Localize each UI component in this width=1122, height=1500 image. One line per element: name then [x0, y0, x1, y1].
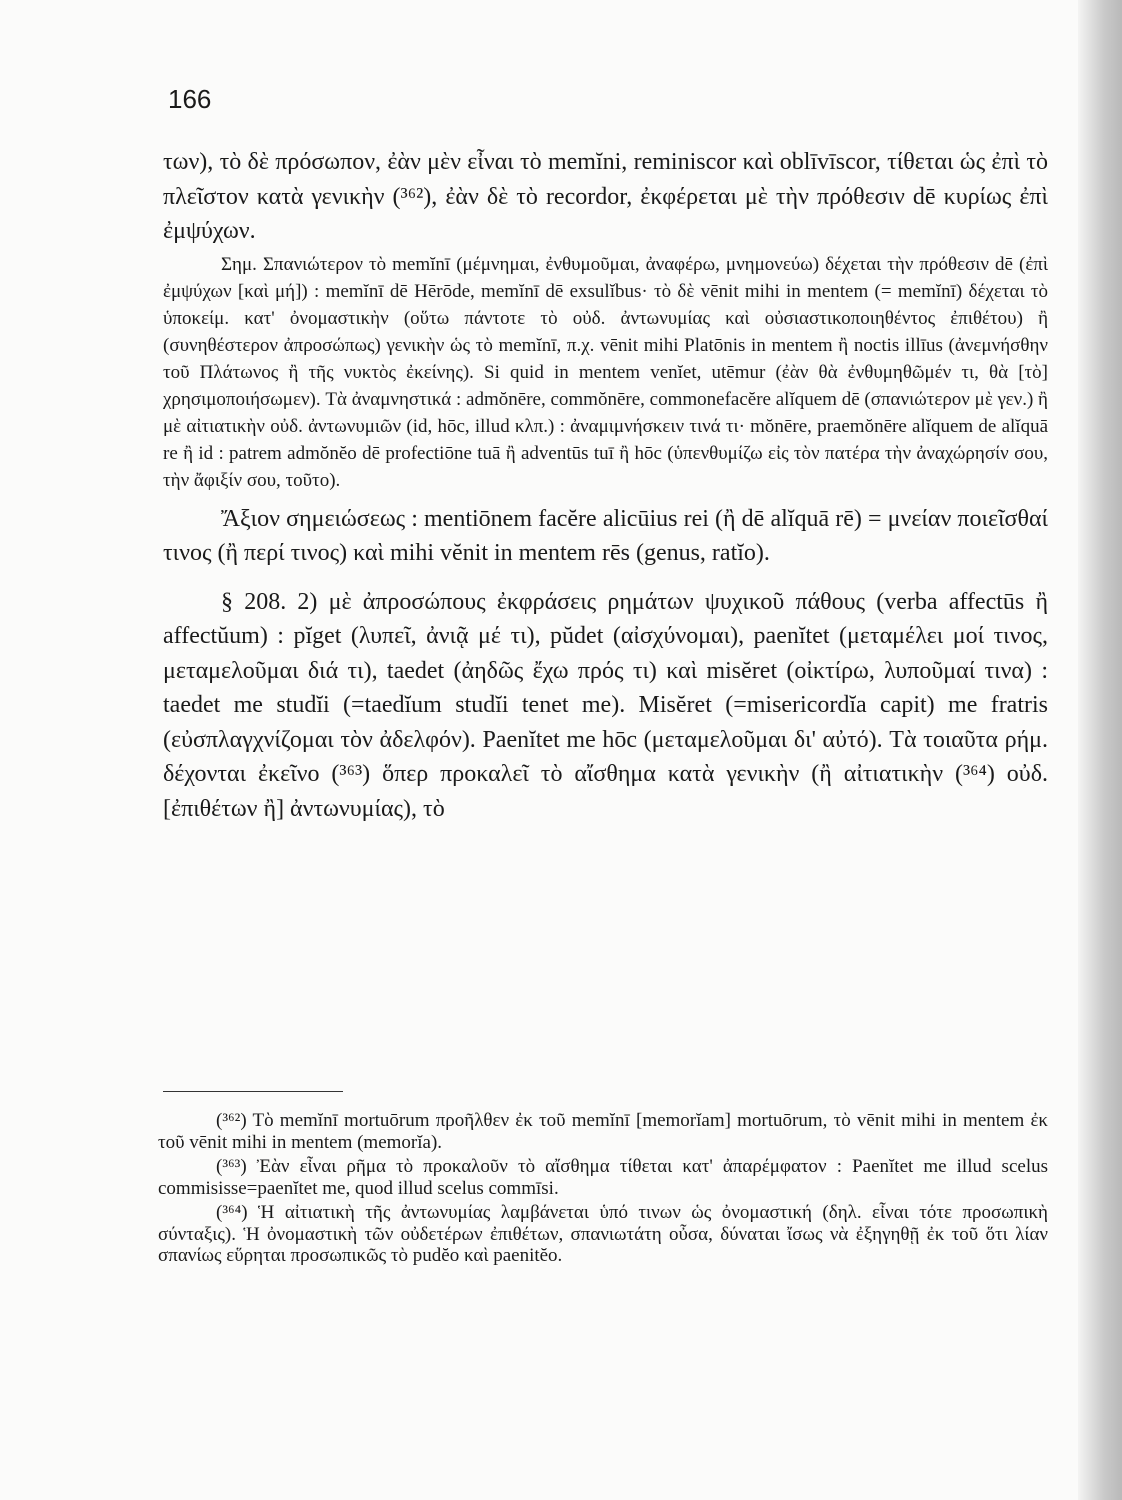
footnote-362: (³⁶²) Τὸ memĭnī mortuōrum προῆλθεν ἐκ τοῦ memĭnī [memorĭam] mortuōrum, τὸ vēnit mihi in mentem ἐκ τοῦ vēnit mihi in mentem (memorĭa). — [158, 1110, 1048, 1153]
page-number: 166 — [168, 84, 212, 114]
footnote-363: (³⁶³) Ἐὰν εἶναι ρῆμα τὸ προκαλοῦν τὸ αἴσθημα τίθεται κατ' ἀπαρέμφατον : Paenĭtet me illud scelus commisisse=paenĭtet me, quod illud scelus commīsi. — [158, 1156, 1048, 1199]
paragraph-continuation: των), τὸ δὲ πρόσωπον, ἐὰν μὲν εἶναι τὸ memĭni, reminiscor καὶ oblīvīscor, τίθεται ὡς ἐπὶ τὸ πλεῖστον κατὰ γενικὴν (³⁶²), ἐὰν δὲ τὸ recordor, ἐκφέρεται μὲ τὴν πρόθεσιν dē κυρίως ἐπὶ ἐμψύχων. — [163, 149, 1048, 244]
main-text — [163, 145, 1048, 826]
footnote-364: (³⁶⁴) Ἡ αἰτιατικὴ τῆς ἀντωνυμίας λαμβάνεται ὑπό τινων ὡς ὀνομαστική (δηλ. εἶναι τότε προσωπικὴ σύνταξις). Ἡ ὀνομαστικὴ τῶν οὐδετέρων ἐπιθέτων, σπανιωτάτη οὖσα, δύναται ἴσως νὰ ἐξηγηθῇ ἐκ τοῦ ὅτι λίαν σπανίως εὕρηται προσωπικῶς τὸ pudĕo καὶ paenitĕo. — [158, 1202, 1048, 1266]
footnotes — [158, 1110, 1048, 1270]
paragraph-remark: Σημ. Σπανιώτερον τὸ memĭnī (μέμνημαι, ἐνθυμοῦμαι, ἀναφέρω, μνημονεύω) δέχεται τὴν πρόθεσιν dē (ἐπὶ ἐμψύχων [καὶ μή]) : memĭnī dē Hērōde, memĭnī dē exsulĭbus· τὸ δὲ vēnit mihi in mentem (= memĭnī) δέχεται τὸ ὑποκείμ. κατ' ὀνομαστικὴν (οὕτω πάντοτε τὸ οὐδ. ἀντωνυμίας καὶ οὐσιαστικοποιηθέντος ἐπιθέτου) ἢ (συνηθέστερον ἀπροσώπως) γενικὴν ὡς τὸ memĭnī, π.χ. vēnit mihi Platōnis in mentem ἢ noctis illīus (ἀνεμνήσθην τοῦ Πλάτωνος ἢ τῆς νυκτὸς ἐκείνης). Si quid in mentem venĭet, utēmur (ἐὰν θὰ ἐνθυμηθῶμέν τι, θὰ [τὸ] χρησιμοποιήσωμεν). Τὰ ἀναμνηστικά : admŏnēre, commŏnēre, commonefacĕre alĭquem dē (σπανιώτερον μὲ γεν.) ἢ μὲ αἰτιατικὴν οὐδ. ἀντωνυμιῶν (id, hōc, illud κλπ.) : ἀναμιμνήσκειν τινά τι· mŏnēre, praemŏnēre alĭquem de alĭquā re ἢ id : patrem admŏnĕo dē profectiōne tuā ἢ adventūs tuī ἢ hōc (ὑπενθυμίζω εἰς τὸν πατέρα τὴν ἀναχώρησίν σου, τὴν ἄφιξίν σου, τοῦτο). — [163, 253, 1048, 491]
footnote-divider — [163, 1091, 343, 1092]
paragraph-section-208: § 208. 2) μὲ ἀπροσώπους ἐκφράσεις ρημάτων ψυχικοῦ πάθους (verba affectūs ἢ affectŭum) : pĭget (λυπεῖ, ἀνιᾷ μέ τι), pŭdet (αἰσχύνομαι), paenĭtet (μεταμέλει μοί τινος, μεταμελοῦμαι διά τι), taedet (ἀηδῶς ἔχω πρός τι) καὶ misĕret (οἰκτίρω, λυποῦμαί τινα) : taedet me studĭi (=taedĭum studĭi tenet me). Misĕret (=misericordĭa capit) me fratris (εὐσπλαγχνίζομαι τὸν ἀδελφόν). Paenĭtet me hōc (μεταμελοῦμαι δι' αὐτό). Τὰ τοιαῦτα ρήμ. δέχονται ἐκεῖνο (³⁶³) ὅπερ προκαλεῖ τὸ αἴσθημα κατὰ γενικὴν (ἢ αἰτιατικὴν (³⁶⁴) οὐδ. [ἐπιθέτων ἢ] ἀντωνυμίας), τὸ — [163, 588, 1048, 822]
paragraph-noteworthy: Ἄξιον σημειώσεως : mentiōnem facĕre alicūius rei (ἢ dē alĭquā rē) = μνείαν ποιεῖσθαί τινος (ἢ περί τινος) καὶ mihi vĕnit in mentem rēs (genus, ratĭo). — [163, 505, 1048, 566]
